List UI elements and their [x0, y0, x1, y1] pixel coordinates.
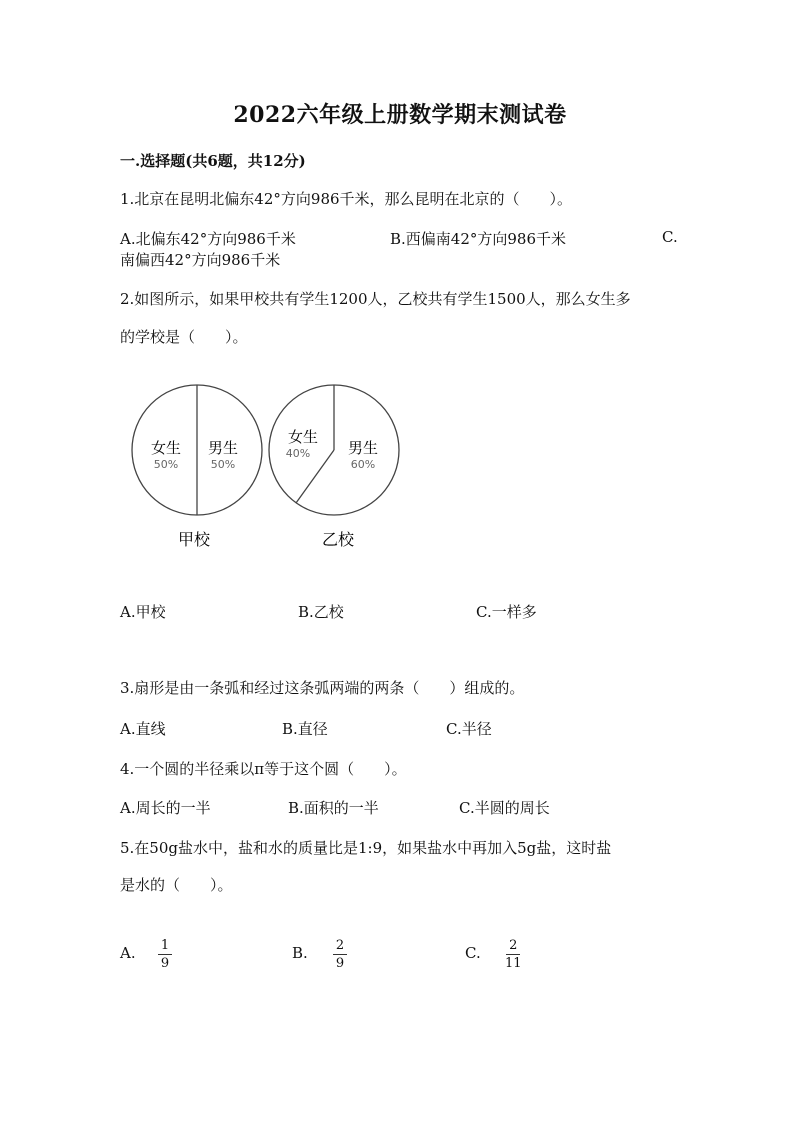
question-2-stem-line2: 的学校是（ ）。 — [120, 328, 248, 346]
question-5-option-b-label: B. — [292, 944, 308, 962]
question-4-option-c: C.半圆的周长 — [459, 799, 550, 817]
school-b-name: 乙校 — [321, 530, 355, 549]
question-3-option-c: C.半径 — [446, 720, 492, 738]
fraction-denominator: 9 — [335, 956, 345, 971]
question-1-stem: 1.北京在昆明北偏东42°方向986千米，那么昆明在北京的（ ）。 — [120, 190, 573, 208]
question-5-option-c-fraction — [505, 938, 522, 971]
question-2-option-a: A.甲校 — [120, 603, 166, 621]
fraction-numerator: 2 — [335, 938, 345, 953]
fraction-bar — [333, 954, 347, 955]
school-b-male-label: 男生 — [347, 439, 379, 457]
fraction-bar — [506, 954, 520, 955]
question-5-stem-line1: 5.在50g盐水中，盐和水的质量比是1:9，如果盐水中再加入5g盐，这时盐 — [120, 839, 612, 857]
fraction-numerator: 2 — [509, 938, 518, 953]
school-a-male-label: 男生 — [207, 439, 239, 457]
question-5-option-a-fraction — [158, 938, 172, 971]
question-3-option-a: A.直线 — [120, 720, 166, 738]
question-4-option-b: B.面积的一半 — [288, 799, 379, 817]
question-1-option-b: B.西偏南42°方向986千米 — [390, 230, 567, 248]
question-2-option-b: B.乙校 — [298, 603, 344, 621]
question-2-option-c: C.一样多 — [476, 603, 537, 621]
school-b-female-pct: 40% — [285, 447, 311, 460]
question-5-option-a-label: A. — [120, 944, 136, 962]
page-title: 2022六年级上册数学期末测试卷 — [233, 102, 567, 128]
question-5-stem-line2: 是水的（ ）。 — [120, 876, 233, 894]
fraction-bar — [158, 954, 172, 955]
fraction-numerator: 1 — [160, 938, 170, 953]
question-3-stem: 3.扇形是由一条弧和经过这条弧两端的两条（ ）组成的。 — [120, 679, 525, 697]
question-1-option-c-label: C. — [662, 228, 678, 246]
pie-charts-figure — [120, 375, 420, 565]
question-1-option-c-text: 南偏西42°方向986千米 — [120, 251, 281, 269]
school-b-female-label: 女生 — [287, 428, 319, 446]
question-5-option-c-label: C. — [465, 944, 481, 962]
school-a-name: 甲校 — [177, 530, 211, 549]
school-b-male-pct: 60% — [350, 458, 376, 471]
question-4-option-a: A.周长的一半 — [120, 799, 211, 817]
school-a-female-pct: 50% — [153, 458, 179, 471]
question-1-option-a: A.北偏东42°方向986千米 — [120, 230, 296, 248]
section-heading: 一.选择题(共6题，共12分) — [120, 152, 306, 170]
fraction-denominator: 11 — [505, 956, 522, 971]
question-5-option-b-fraction — [333, 938, 347, 971]
question-3-option-b: B.直径 — [282, 720, 328, 738]
question-2-stem-line1: 2.如图所示，如果甲校共有学生1200人，乙校共有学生1500人，那么女生多 — [120, 290, 631, 308]
school-a-male-pct: 50% — [210, 458, 236, 471]
fraction-denominator: 9 — [160, 956, 170, 971]
school-a-female-label: 女生 — [150, 439, 182, 457]
question-4-stem: 4.一个圆的半径乘以π等于这个圆（ ）。 — [120, 760, 407, 778]
